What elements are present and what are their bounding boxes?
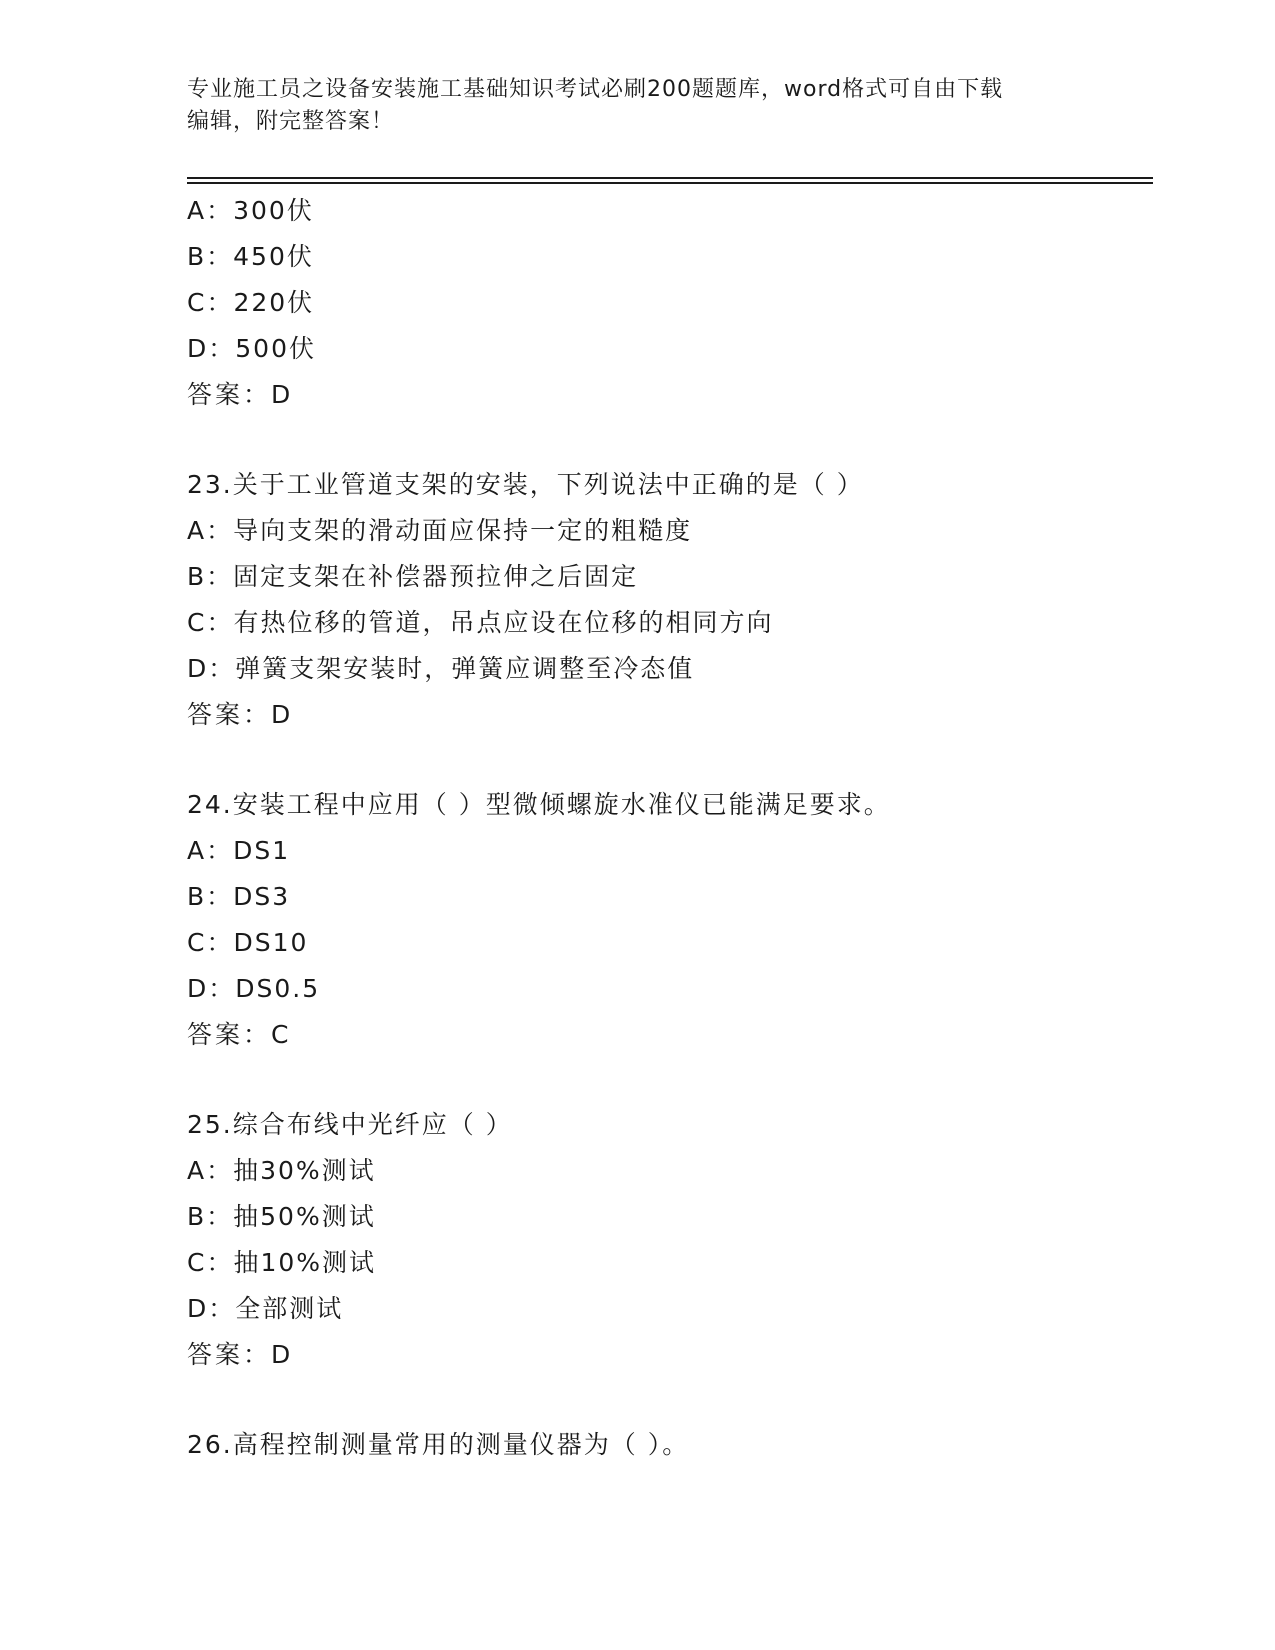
option-c — [187, 920, 1137, 966]
answer-line — [187, 372, 1137, 418]
option-key: A： — [187, 516, 234, 545]
option-b — [187, 234, 1137, 280]
answer-value: D — [271, 380, 293, 409]
option-text: DS3 — [233, 882, 291, 911]
option-d — [187, 966, 1137, 1012]
option-key: B： — [187, 1202, 234, 1231]
question-block-23 — [187, 462, 1137, 738]
option-key: A： — [187, 836, 234, 865]
question-stem: 26.高程控制测量常用的测量仪器为（ ）。 — [187, 1430, 690, 1459]
option-a — [187, 1148, 1137, 1194]
option-text: 抽10%测试 — [233, 1248, 377, 1277]
header-rule-top — [187, 177, 1153, 179]
option-text: 导向支架的滑动面应保持一定的粗糙度 — [233, 516, 693, 545]
option-key: D： — [187, 1294, 236, 1323]
option-c — [187, 280, 1137, 326]
option-text: 有热位移的管道，吊点应设在位移的相同方向 — [233, 608, 774, 637]
spacer — [187, 1378, 1137, 1422]
option-a — [187, 508, 1137, 554]
option-key: C： — [187, 1248, 234, 1277]
answer-label: 答案： — [187, 380, 272, 409]
option-key: C： — [187, 928, 234, 957]
option-text: 弹簧支架安装时，弹簧应调整至冷态值 — [235, 654, 695, 683]
option-b — [187, 554, 1137, 600]
option-d — [187, 1286, 1137, 1332]
header-line-2: 编辑，附完整答案！ — [187, 109, 395, 134]
question-block-continued — [187, 188, 1137, 418]
option-text: DS1 — [233, 836, 291, 865]
question-block-25 — [187, 1102, 1137, 1378]
option-c — [187, 600, 1137, 646]
option-text: 抽50%测试 — [233, 1202, 376, 1231]
option-text: 固定支架在补偿器预拉伸之后固定 — [233, 562, 639, 591]
header-rule-bottom — [187, 182, 1153, 184]
option-b — [187, 874, 1137, 920]
option-d — [187, 646, 1137, 692]
option-key: C： — [187, 288, 234, 317]
option-key: B： — [187, 242, 234, 271]
option-text: 抽30%测试 — [233, 1156, 376, 1185]
option-key: D： — [187, 654, 236, 683]
answer-label: 答案： — [187, 1020, 272, 1049]
option-d — [187, 326, 1137, 372]
option-text: DS0.5 — [235, 974, 321, 1003]
option-a — [187, 188, 1137, 234]
option-key: D： — [187, 334, 236, 363]
option-a — [187, 828, 1137, 874]
document-header — [187, 74, 1087, 138]
answer-value: D — [271, 700, 293, 729]
option-text: 450伏 — [233, 242, 314, 271]
option-key: B： — [187, 562, 234, 591]
header-line-1: 专业施工员之设备安装施工基础知识考试必刷200题题库，word格式可自由下载 — [187, 77, 1004, 102]
option-b — [187, 1194, 1137, 1240]
question-stem: 25.综合布线中光纤应（ ） — [187, 1110, 513, 1139]
question-stem: 24.安装工程中应用（ ）型微倾螺旋水准仪已能满足要求。 — [187, 790, 891, 819]
option-text: 500伏 — [235, 334, 316, 363]
option-key: B： — [187, 882, 234, 911]
answer-line — [187, 1332, 1137, 1378]
question-block-24 — [187, 782, 1137, 1058]
answer-line — [187, 692, 1137, 738]
option-c — [187, 1240, 1137, 1286]
option-key: A： — [187, 196, 234, 225]
answer-value: C — [271, 1020, 291, 1049]
question-list — [187, 188, 1137, 1468]
question-block-26 — [187, 1422, 1137, 1468]
option-text: 全部测试 — [235, 1294, 344, 1323]
option-text: 300伏 — [233, 196, 314, 225]
question-stem: 23.关于工业管道支架的安装，下列说法中正确的是（ ） — [187, 470, 864, 499]
option-key: C： — [187, 608, 234, 637]
answer-label: 答案： — [187, 700, 272, 729]
answer-value: D — [271, 1340, 293, 1369]
option-text: 220伏 — [233, 288, 315, 317]
answer-line — [187, 1012, 1137, 1058]
spacer — [187, 1058, 1137, 1102]
spacer — [187, 418, 1137, 462]
option-text: DS10 — [233, 928, 309, 957]
answer-label: 答案： — [187, 1340, 272, 1369]
option-key: D： — [187, 974, 236, 1003]
option-key: A： — [187, 1156, 234, 1185]
spacer — [187, 738, 1137, 782]
